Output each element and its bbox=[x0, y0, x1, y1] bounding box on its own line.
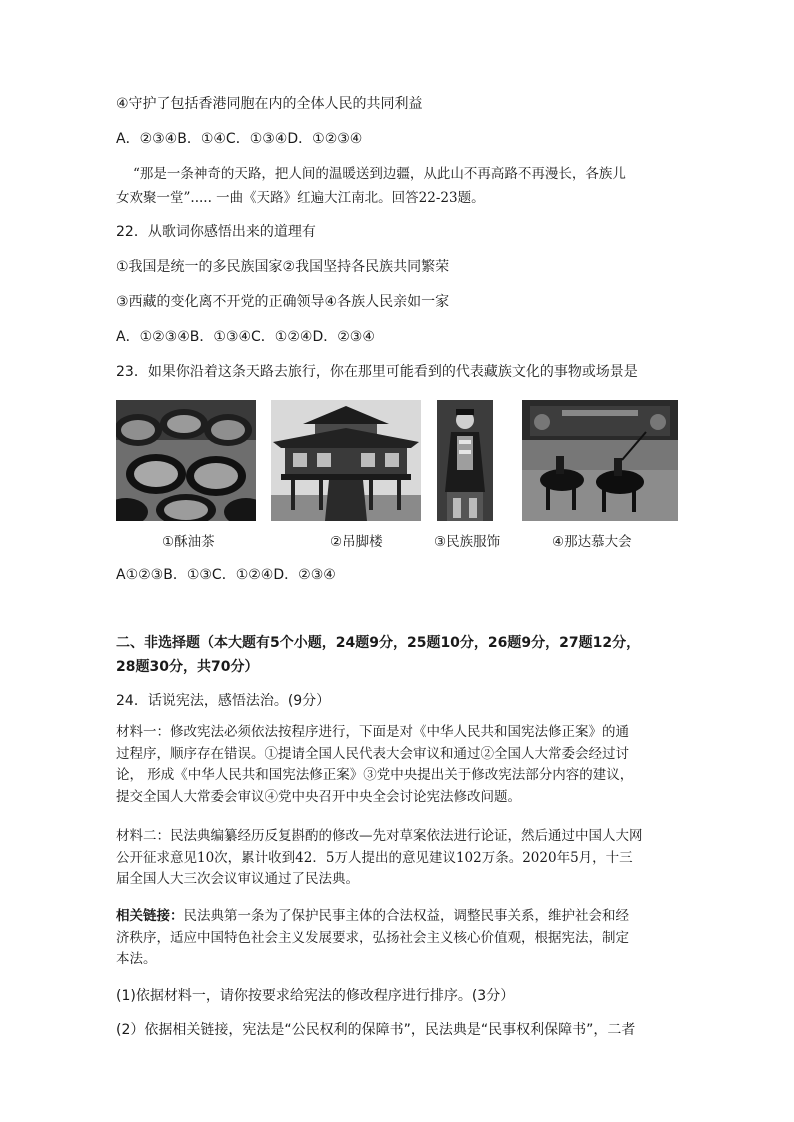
related-link-line: 本法。 bbox=[116, 951, 157, 967]
material-2-line: 届全国人大三次会议审议通过了民法典。 bbox=[116, 871, 359, 887]
q21-choices: A．②③④B．①④C．①③④D．①②③④ bbox=[116, 131, 363, 147]
q24-stem: 24．话说宪法，感悟法治。(9分） bbox=[116, 693, 331, 709]
material-2-line: 材料二：民法典编纂经历反复斟酌的修改—先对草案依法进行论证，然后通过中国人大网 bbox=[116, 828, 643, 844]
butter-tea-photo bbox=[116, 400, 256, 521]
q24-material-1 bbox=[116, 722, 684, 808]
stilt-house-photo bbox=[271, 400, 421, 521]
caption-naadam: ④那达慕大会 bbox=[552, 534, 632, 550]
naadam-festival-photo bbox=[522, 400, 678, 521]
q21-option-4: ④守护了包括香港同胞在内的全体人民的共同利益 bbox=[116, 96, 423, 112]
q22-options-3-4: ③西藏的变化离不开党的正确领导④各族人民亲如一家 bbox=[116, 294, 450, 310]
q24-subquestion-1: (1)依据材料一，请你按要求给宪法的修改程序进行排序。(3分） bbox=[116, 988, 515, 1004]
related-link-line: 民法典第一条为了保护民事主体的合法权益，调整民事关系，维护社会和经 bbox=[183, 908, 629, 924]
related-link-label: 相关链接： bbox=[116, 908, 184, 924]
caption-ethnic-costume: ③民族服饰 bbox=[434, 534, 501, 550]
material-1-line: 材料一：修改宪法必须依法按程序进行，下面是对《中华人民共和国宪法修正案》的通 bbox=[116, 724, 629, 740]
caption-stilt-house: ②吊脚楼 bbox=[330, 534, 383, 550]
material-2-line: 公开征求意见10次，累计收到42．5万人提出的意见建议102万条。2020年5月，十三 bbox=[116, 849, 633, 866]
q22-options-1-2: ①我国是统一的多民族国家②我国坚持各民族共同繁荣 bbox=[116, 259, 450, 275]
q22-stem: 22．从歌词你感悟出来的道理有 bbox=[116, 224, 316, 240]
q24-subquestion-2: (2）依据相关链接，宪法是“公民权利的保障书”，民法典是“民事权利保障书”，二者 bbox=[116, 1022, 636, 1038]
caption-butter-tea: ①酥油茶 bbox=[162, 534, 215, 550]
material-1-line: 论， 形成《中华人民共和国宪法修正案》③党中央提出关于修改宪法部分内容的建议， bbox=[116, 767, 634, 783]
lyrics-intro-line-1: “那是一条神奇的天路，把人间的温暖送到边疆，从此山不再高路不再漫长，各族儿 bbox=[133, 166, 626, 182]
related-link-line: 济秩序，适应中国特色社会主义发展要求，弘扬社会主义核心价值观，根据宪法，制定 bbox=[116, 929, 629, 946]
q24-related-link bbox=[116, 906, 684, 971]
lyrics-intro-line-2: 女欢聚一堂”..... 一曲《天路》红遍大江南北。回答22-23题。 bbox=[116, 190, 485, 206]
section-2-heading-line-2: 28题30分，共70分） bbox=[116, 659, 259, 675]
section-2-heading-line-1: 二、非选择题（本大题有5个小题，24题9分，25题10分，26题9分，27题12分， bbox=[116, 635, 641, 651]
q23-choices: A①②③B．①③C．①②④D．②③④ bbox=[116, 567, 336, 583]
material-1-line: 提交全国人大常委会审议④党中央召开中央全会讨论宪法修改问题。 bbox=[116, 788, 521, 805]
q23-stem: 23．如果你沿着这条天路去旅行，你在那里可能看到的代表藏族文化的事物或场景是 bbox=[116, 364, 638, 380]
q22-choices: A．①②③④B．①③④C．①②④D．②③④ bbox=[116, 329, 375, 345]
q24-material-2 bbox=[116, 826, 684, 891]
ethnic-costume-photo bbox=[437, 400, 493, 521]
material-1-line: 过程序，顺序存在错误。①提请全国人民代表大会审议和通过②全国人大常委会经过讨 bbox=[116, 745, 629, 762]
